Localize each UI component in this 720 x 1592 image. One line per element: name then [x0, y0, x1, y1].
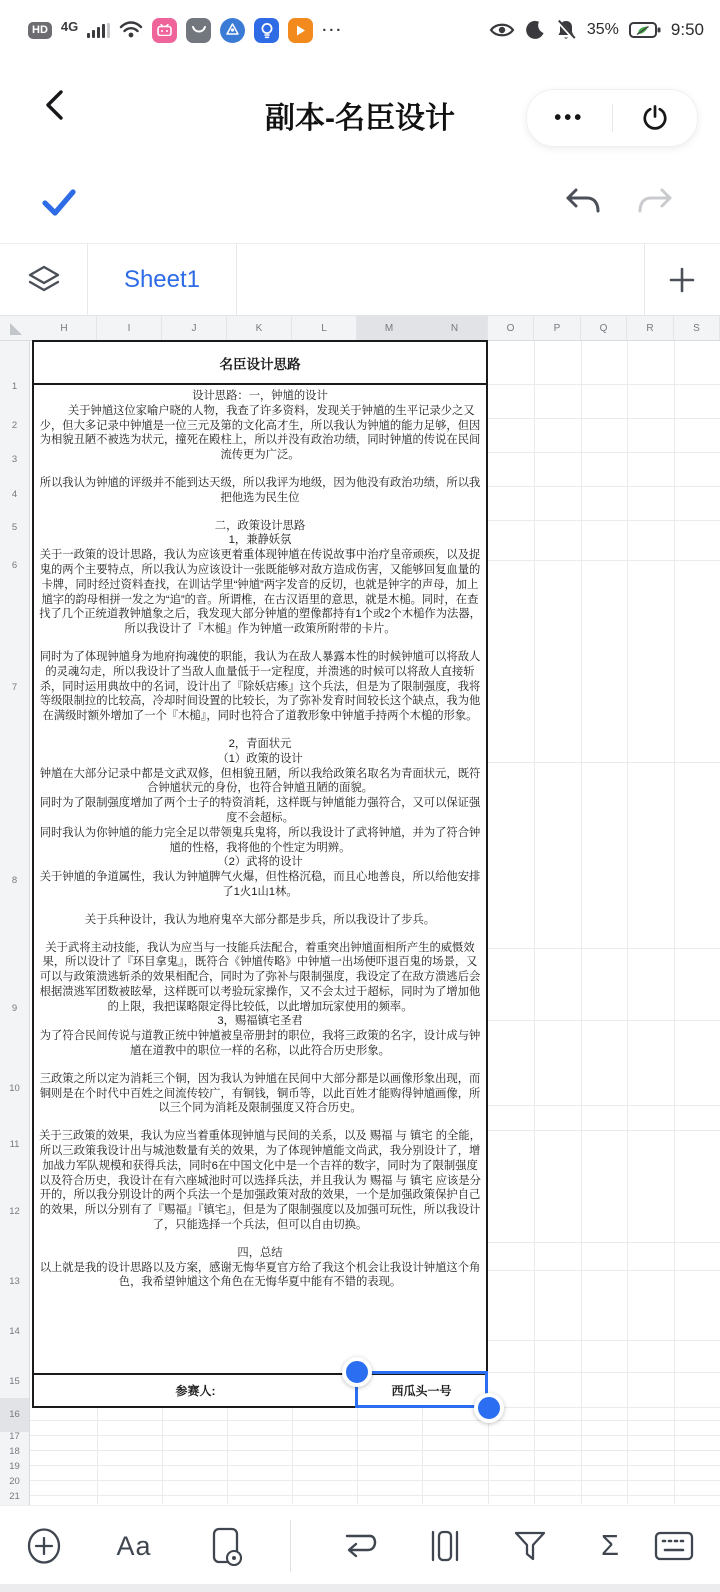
row-header-10[interactable]: 10	[9, 1083, 20, 1094]
paragraph: 钟馗在大部分记录中都是文武双修，但相貌丑陋，所以我给政策名取名为青面状元，既符合钟馗状元的身份，也符合钟馗丑陋的面貌。	[39, 767, 481, 795]
gridline-horizontal	[488, 560, 720, 561]
gridline-vertical	[581, 1407, 582, 1504]
gridline-horizontal	[30, 1420, 720, 1421]
row-header-4[interactable]: 4	[11, 489, 18, 500]
row-header-14[interactable]: 14	[9, 1326, 20, 1337]
paragraph-spacer	[39, 463, 481, 476]
title-bar	[0, 75, 720, 165]
column-header-S[interactable]: S	[674, 316, 720, 340]
paragraph-spacer	[39, 637, 481, 650]
row-header-12[interactable]: 12	[9, 1206, 20, 1217]
paragraph-spacer	[39, 1233, 481, 1246]
play-app-icon	[288, 18, 313, 43]
gridline-vertical	[674, 341, 675, 1407]
gridline-horizontal	[488, 384, 720, 385]
paragraph: （2）武将的设计	[217, 856, 303, 869]
confirm-check-button[interactable]	[38, 183, 80, 223]
paragraph: 四，总结	[237, 1246, 283, 1259]
dnd-moon-icon	[525, 20, 545, 40]
battery-icon	[629, 21, 661, 39]
wrap-return-icon	[340, 1528, 380, 1564]
gridline-vertical	[581, 341, 582, 1407]
paragraph: 关于兵种设计，我认为地府鬼卒大部分都是步兵，所以我设计了步兵。	[84, 913, 436, 926]
format-text-button[interactable]: Aa	[116, 1530, 152, 1561]
paragraph-spacer	[39, 1116, 481, 1129]
blue-round-app-icon	[220, 18, 245, 43]
view-options-button[interactable]	[196, 1506, 256, 1586]
mute-bell-icon	[555, 19, 577, 41]
more-dots-icon: •••	[554, 106, 585, 129]
clock-label: 9:50	[670, 20, 704, 39]
paragraph: （1）政策的设计	[217, 752, 303, 765]
edit-action-bar	[0, 165, 720, 243]
contestant-name-cell[interactable]: 西瓜头一号	[391, 1384, 452, 1398]
paragraph: 关于武将主动技能，我认为应当与一技能兵法配合，着重突出钟馗面相所产生的威慑效果，所以设计了『环目拿鬼』，既符合《钟馗传略》中钟馗一出场便吓退百鬼的场景，又可以与政策溃逃斩杀的效果相配合，同时为了弥补与限制强度，我设定了在敌方溃逃后会根据溃逃军团数被眩晕，这样既可以考验玩家操作，又不会太过于超标，同时为了增加他的上限，我把谋略限定得比较低，以此增加玩家使用的频率。	[39, 941, 481, 1013]
column-header-I[interactable]: I	[97, 316, 162, 340]
sheet-manager-button[interactable]	[26, 264, 62, 296]
power-icon	[641, 104, 669, 132]
gridline-vertical	[97, 1407, 98, 1504]
gridline-horizontal	[30, 1450, 720, 1451]
row-header-6[interactable]: 6	[11, 560, 18, 571]
power-exit-button[interactable]	[613, 90, 698, 146]
row-header-2[interactable]: 2	[11, 420, 18, 431]
paragraph-spacer	[39, 900, 481, 913]
cell-selection-outline	[355, 1371, 488, 1408]
gridline-horizontal	[30, 1465, 720, 1466]
layers-icon	[26, 264, 62, 296]
keyboard-icon	[653, 1529, 695, 1563]
gridline-horizontal	[30, 1435, 720, 1436]
battery-percent-label: 35%	[586, 21, 619, 38]
gridline-horizontal	[488, 486, 720, 487]
wifi-icon	[119, 20, 143, 40]
gridline-horizontal	[488, 1130, 720, 1131]
column-header-O[interactable]: O	[488, 316, 534, 340]
paragraph: 关于一政策的设计思路，我认为应该更着重体现钟馗在传说故事中治疗皇帝顽疾，以及捉鬼的两个主要特点，所以我认为应该设计一张既能够对敌方造成伤害，又能够回复血量的卡牌，同时经过资料查找，在训诂学里“钟馗”两字发音的反切，也就是钟字的声母，加上馗字的韵母相拼一发之为“追”的音。所谓椎，在古汉语里的意思，就是木槌。同时，在查找了几个正统道教钟馗象之后，我发现大部分钟馗的塑像都持有1个或2个木槌作为法器，所以我设计了『木槌』作为钟馗一政策所附带的卡片。	[39, 549, 481, 636]
eye-comfort-icon	[489, 21, 515, 39]
paragraph-spacer	[39, 724, 481, 737]
gridline-vertical	[627, 1407, 628, 1504]
gridline-horizontal	[488, 1242, 720, 1243]
paragraph-spacer	[39, 506, 481, 519]
column-header-H[interactable]: H	[32, 316, 97, 340]
lightbulb-app-icon	[254, 18, 279, 43]
filter-funnel-icon	[511, 1527, 549, 1565]
row-header-9[interactable]: 9	[11, 1003, 18, 1014]
paragraph-spacer	[39, 1059, 481, 1072]
gridline-horizontal	[488, 1340, 720, 1341]
gridline-horizontal	[488, 418, 720, 419]
paragraph: 2，青面状元	[228, 737, 292, 750]
tab-divider	[644, 244, 645, 315]
check-icon	[38, 183, 80, 223]
row-header-17[interactable]: 17	[9, 1431, 20, 1442]
status-bar	[0, 0, 720, 60]
phone-target-icon	[206, 1524, 246, 1568]
wrap-text-button[interactable]	[330, 1506, 390, 1586]
column-header-J[interactable]: J	[162, 316, 227, 340]
row-header-column	[0, 341, 30, 1505]
gridline-horizontal	[488, 1105, 720, 1106]
gridline-vertical	[674, 1407, 675, 1504]
column-header-K[interactable]: K	[227, 316, 292, 340]
paragraph: 同时为了限制强度增加了两个士子的特资消耗，这样既与钟馗能力强符合，又可以保证强度不会超标。	[39, 797, 481, 824]
gridline-horizontal	[488, 762, 720, 763]
spreadsheet-grid	[0, 316, 720, 1505]
row-header-21[interactable]: 21	[9, 1491, 20, 1502]
page-title: 副本-名臣设计	[265, 102, 455, 135]
gridline-vertical	[292, 1407, 293, 1504]
more-menu-button[interactable]	[527, 90, 612, 146]
row-header-11[interactable]: 11	[9, 1139, 20, 1150]
row-header-5[interactable]: 5	[11, 522, 18, 533]
plus-circle-icon	[24, 1526, 64, 1566]
paragraph: 关于三政策的效果，我认为应当着重体现钟馗与民间的关系，以及 赐福 与 镇宅 的全能，所以三政策我设计出与城池数量有关的效果，为了体现钟馗能文尚武，我分别设计了，增加战力军队规模和获得兵法，同时6在中国文化中是一个吉祥的数字，同时为了限制强度以及符合历史，我设计在有六座城池时可以选择兵法，并且我认为 赐福 与 镇宅 应该是分开的，所以我分别设计的两个兵法一个是加强政策对敌的效果，一个是加强政策保护自己的效果，所以分别有了『赐福』『镇宅』，但是为了限制强度以及加强可玩性，所以我设计了，只能选择一个兵法，但可以自由切换。	[39, 1130, 481, 1232]
network-type-label: 4G	[60, 18, 79, 34]
paragraph: 关于钟馗的争道属性，我认为钟馗脾气火爆，但性格沉稳，而且心地善良，所以给他安排了1火1山1林。	[39, 871, 481, 898]
column-header-N[interactable]: N	[422, 316, 488, 340]
row-header-3[interactable]: 3	[11, 454, 18, 465]
pink-app-icon	[152, 18, 177, 43]
status-more-icon: ···	[322, 21, 344, 39]
row-header-7[interactable]: 7	[11, 682, 18, 693]
column-header-P[interactable]: P	[534, 316, 581, 340]
column-header-R[interactable]: R	[627, 316, 674, 340]
paragraph: 同时我认为你钟馗的能力完全足以带领鬼兵鬼将，所以我设计了武将钟馗，并为了符合钟馗的性格，我将他的个性定为明辨。	[39, 826, 481, 854]
window-controls-pill	[526, 89, 698, 147]
row-header-15[interactable]: 15	[9, 1376, 20, 1387]
document-cell-block[interactable]	[32, 340, 488, 1408]
column-header-M[interactable]: M	[357, 316, 422, 340]
gridline-vertical	[357, 1407, 358, 1504]
insert-button[interactable]	[14, 1506, 74, 1586]
row-header-20[interactable]: 20	[9, 1476, 20, 1487]
gridline-horizontal	[488, 1372, 720, 1373]
gridline-horizontal	[488, 452, 720, 453]
undo-button[interactable]	[562, 185, 602, 219]
gridline-vertical	[422, 1407, 423, 1504]
column-header-L[interactable]: L	[292, 316, 357, 340]
gridline-horizontal	[488, 1020, 720, 1021]
row-header-19[interactable]: 19	[9, 1461, 20, 1472]
add-sheet-button[interactable]	[668, 266, 696, 294]
bottom-toolbar	[0, 1505, 720, 1592]
column-width-button[interactable]	[415, 1506, 475, 1586]
keyboard-button[interactable]	[644, 1506, 704, 1586]
paragraph: 1，兼静妖氛	[228, 534, 292, 547]
gesture-bar-area	[0, 1584, 720, 1592]
sum-button[interactable]: Σ	[601, 1529, 619, 1562]
select-all-corner-icon[interactable]	[10, 323, 22, 335]
sheet-tab-bar	[0, 243, 720, 316]
gridline-vertical	[627, 341, 628, 1407]
column-resize-icon	[425, 1526, 465, 1566]
paragraph: 二，政策设计思路	[214, 519, 306, 532]
paragraph-spacer	[39, 928, 481, 941]
row-header-16[interactable]: 16	[9, 1409, 20, 1420]
selection-handle-top-left[interactable]	[342, 1357, 372, 1387]
row-header-1[interactable]: 1	[11, 381, 18, 392]
row-header-13[interactable]: 13	[9, 1276, 20, 1287]
filter-button[interactable]	[500, 1506, 560, 1586]
row-header-18[interactable]: 18	[9, 1446, 20, 1457]
undo-icon	[562, 185, 602, 219]
toolbar-divider	[290, 1520, 291, 1572]
paragraph: 设计思路：一，钟馗的设计	[192, 390, 328, 402]
contestant-label: 参赛人:	[175, 1384, 216, 1398]
document-body	[34, 385, 486, 1290]
gridline-horizontal	[488, 520, 720, 521]
redo-icon	[636, 185, 676, 219]
column-header-row	[0, 316, 720, 341]
gridline-horizontal	[488, 948, 720, 949]
gridline-horizontal	[488, 1270, 720, 1271]
paragraph: 所以我认为钟馗的评级并不能到达天级，所以我评为地级，因为他没有政治功绩，所以我把他选为民生位	[39, 476, 481, 504]
hd-icon: HD	[28, 22, 52, 39]
paragraph: 以上就是我的设计思路以及方案，感谢无悔华夏官方给了我这个机会让我设计钟馗这个角色，我希望钟馗这个角色在无悔华夏中能有不错的表现。	[39, 1261, 481, 1289]
row-header-8[interactable]: 8	[11, 875, 18, 886]
document-title: 名臣设计思路	[34, 342, 486, 385]
paragraph: 三政策之所以定为消耗三个铜，因为我认为钟馗在民间中大部分都是以画像形象出现，而铜则是在个时代中百姓之间流传较广，有铜钱，铜币等，以此百姓才能购得钟馗画像，所以三个同为消耗及限制强度又符合历史。	[39, 1072, 481, 1115]
gridline-horizontal	[30, 1495, 720, 1496]
gray-app-icon	[186, 18, 211, 43]
tab-sheet1[interactable]: Sheet1	[123, 265, 201, 293]
gridline-vertical	[162, 1407, 163, 1504]
gridline-vertical	[227, 1407, 228, 1504]
plus-icon	[668, 266, 696, 294]
redo-button[interactable]	[636, 185, 676, 219]
selection-handle-bottom-right[interactable]	[474, 1393, 504, 1423]
gridline-horizontal	[488, 1407, 720, 1408]
tab-divider	[236, 244, 237, 315]
paragraph: 3，赐福镇宅圣君	[217, 1015, 303, 1028]
column-header-Q[interactable]: Q	[581, 316, 627, 340]
gridline-horizontal	[30, 1480, 720, 1481]
paragraph: 关于钟馗这位家喻户晓的人物，我查了许多资料，发现关于钟馗的生平记录少之又少，但大多记录中钟馗是一位三元及第的文化高才生，所以我认为钟馗的能力足够，但因为相貌丑陋不被选为状元，撞死在殿柱上，所以并没有政治功绩，同时钟馗的传说在民间流传更为广泛。	[39, 404, 481, 462]
paragraph: 同时为了体现钟馗身为地府拘魂使的职能，我认为在敌人暴露本性的时候钟馗可以将敌人的灵魂勾走，所以我设计了当敌人血量低于一定程度，并溃逃的时候可以将敌人直接斩杀，同时运用典故中的名词，设计出了『除妖痁瘆』这个兵法，但是为了限制强度，我将等级限制拉的比较高，冷却时间设置的比较长，为了弥补发育时间较长这个缺点，我为他在满级时额外增加了一个『木槌』，同时也符合了道教形象中钟馗手持两个木槌的形象。	[39, 650, 481, 723]
signal-strength-icon	[87, 23, 110, 38]
gridline-vertical	[534, 341, 535, 1407]
gridline-vertical	[534, 1407, 535, 1504]
paragraph: 为了符合民间传说与道教正统中钟馗被皇帝册封的职位，我将三政策的名字，设计成与钟馗在道教中的职位一样的名称，以此符合历史形象。	[39, 1030, 481, 1058]
